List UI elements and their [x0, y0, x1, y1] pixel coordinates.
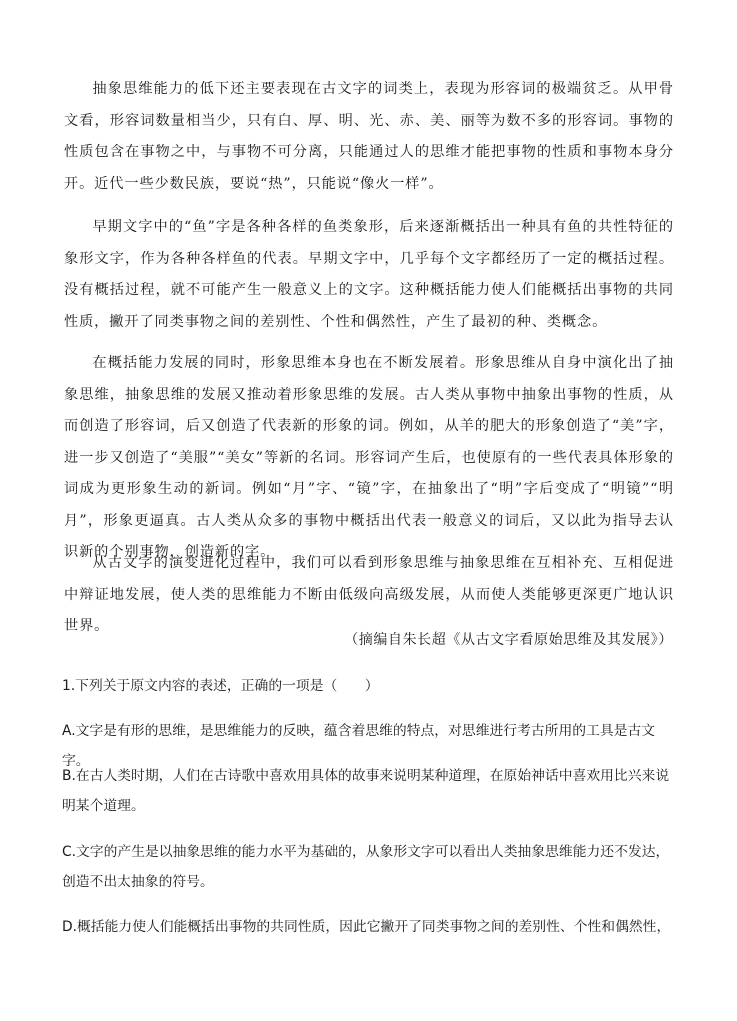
source-citation: （摘编自朱长超《从古文字看原始思维及其发展》） [344, 632, 673, 648]
passage-paragraph-1: 抽象思维能力的低下还主要表现在古文字的词类上，表现为形容词的极端贫乏。从甲骨文看，形容词数量相当少，只有白、厚、明、光、赤、美、丽等为数不多的形容词。事物的性质包含在事物之中，与事物不可分离，只能通过人的思维才能把事物的性质和事物本身分开。近代一些少数民族，要说“热”，只能说“像火一样”。 [64, 81, 674, 192]
option-d: D.概括能力使人们能概括出事物的共同性质，因此它撇开了同类事物之间的差别性、个性和偶然性， [62, 919, 671, 935]
passage-paragraph-3: 在概括能力发展的同时，形象思维本身也在不断发展着。形象思维从自身中演化出了抽象思维，抽象思维的发展又推动着形象思维的发展。古人类从事物中抽象出事物的性质，从而创造了形容词，后又创造了代表新的形象的词。例如，从羊的肥大的形象创造了“美”字，进一步又创造了“美服”“美女”等新的名词。形容词产生后，也使原有的一些代表具体形象的词成为更形象生动的新词。例如“月”字、“镜”字，在抽象出了“明”字后变成了“明镜”“明月”，形象更逼真。古人类从众多的事物中概括出代表一般意义的词后，又以此为指导去认识新的个别事物，创造新的字。 [64, 355, 674, 560]
option-b: B.在古人类时期，人们在古诗歌中喜欢用具体的故事来说明某种道理，在原始神话中喜欢用比兴来说明某个道理。 [62, 768, 670, 814]
option-a: A.文字是有形的思维，是思维能力的反映，蕴含着思维的特点，对思维进行考古所用的工具是古文字。 [62, 723, 656, 769]
passage-paragraph-4: 从古文字的演变进化过程中，我们可以看到形象思维与抽象思维在互相补充、互相促进中辩证地发展，使人类的思维能力不断由低级向高级发展，从而使人类能够更深更广地认识世界。 [64, 555, 674, 634]
question-stem: 1.下列关于原文内容的表述，正确的一项是（ ） [62, 678, 379, 694]
passage-paragraph-2: 早期文字中的“鱼”字是各种各样的鱼类象形，后来逐渐概括出一种具有鱼的共性特征的象形文字，作为各种各样鱼的代表。早期文字中，几乎每个文字都经历了一定的概括过程。没有概括过程，就不可能产生一般意义上的文字。这种概括能力使人们能概括出事物的共同性质，撇开了同类事物之间的差别性、个性和偶然性，产生了最初的种、类概念。 [64, 219, 674, 330]
option-c: C.文字的产生是以抽象思维的能力水平为基础的，从象形文字可以看出人类抽象思维能力还不发达，创造不出太抽象的符号。 [62, 844, 670, 890]
